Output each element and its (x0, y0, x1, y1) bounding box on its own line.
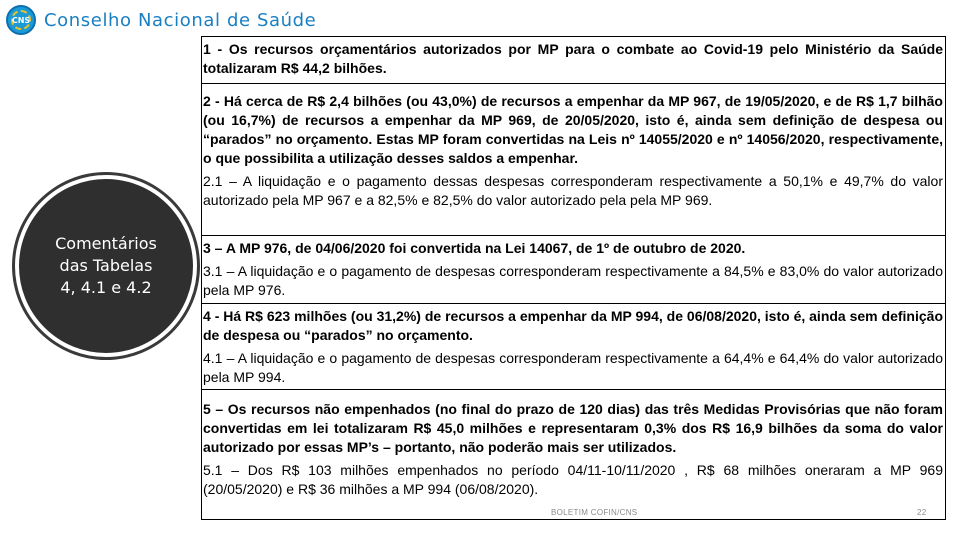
row-4-bold: 4 - Há R$ 623 milhões (ou 31,2%) de recursos a empenhar da MP 994, de 06/08/2020, isto é, ainda sem definição de despesa ou “parados” no orçamento. (203, 308, 943, 343)
logo-text: CNS (11, 15, 31, 25)
page-number: 22 (917, 508, 927, 517)
badge-line-2: das Tabelas (59, 256, 153, 275)
row-2-bold: 2 - Há cerca de R$ 2,4 bilhões (ou 43,0%) de recursos a empenhar da MP 967, de 19/05/2020, e de R$ 1,7 bilhão (ou 16,7%) de recursos a empenhar da MP 969, de 20/05/2020, isto é, ainda sem definição de despesa ou “parados” no orçamento. Estas MP foram convertidas na Leis nº 14055/2020 e nº 14056/2020, respectivamente, o que possibilita a utilização desses saldos a empenhar. (203, 93, 943, 166)
table-row (202, 89, 945, 236)
row-3-normal: 3.1 – A liquidação e o pagamento de despesas corresponderam respectivamente a 84,5% e 83,0% do valor autorizado pela MP 976. (203, 263, 943, 298)
table-row (202, 37, 945, 84)
comments-table (201, 36, 946, 520)
header (6, 4, 316, 36)
row-1-bold: 1 - Os recursos orçamentários autorizados por MP para o combate ao Covid-19 pelo Ministério da Saúde totalizaram R$ 44,2 bilhões. (203, 41, 943, 76)
comments-badge-text (46, 233, 166, 299)
table-row (202, 236, 945, 304)
org-name: Conselho Nacional de Saúde (44, 9, 317, 31)
row-2-normal: 2.1 – A liquidação e o pagamento dessas despesas corresponderam respectivamente a 50,1% e 49,7% do valor autorizado pela MP 967 e a 82,5% e 82,5% do valor autorizado pela pela MP 969. (203, 173, 943, 208)
row-4-normal: 4.1 – A liquidação e o pagamento de despesas corresponderam respectivamente a 64,4% e 64,4% do valor autorizado pela MP 994. (203, 350, 943, 385)
comments-badge (15, 175, 197, 357)
row-5-normal: 5.1 – Dos R$ 103 milhões empenhados no período 04/11-10/11/2020 , R$ 68 milhões oneraram a MP 969 (20/05/2020) e R$ 36 milhões a MP 994 (06/08/2020). (203, 462, 943, 497)
cns-logo (6, 5, 36, 35)
badge-line-3: 4, 4.1 e 4.2 (60, 278, 152, 297)
table-row (202, 390, 945, 519)
row-5-bold: 5 – Os recursos não empenhados (no final do prazo de 120 dias) das três Medidas Provisórias que não foram convertidas em lei totalizaram R$ 45,0 milhões e representaram 0,3% dos R$ 16,9 bilhões da soma do valor autorizado por essas MP’s – portanto, não poderão mais ser utilizados. (203, 401, 943, 455)
row-3-bold: 3 – A MP 976, de 04/06/2020 foi convertida na Lei 14067, de 1º de outubro de 2020. (203, 240, 746, 256)
badge-line-1: Comentários (55, 234, 157, 253)
footer-source: BOLETIM COFIN/CNS (551, 508, 638, 517)
table-row (202, 304, 945, 390)
